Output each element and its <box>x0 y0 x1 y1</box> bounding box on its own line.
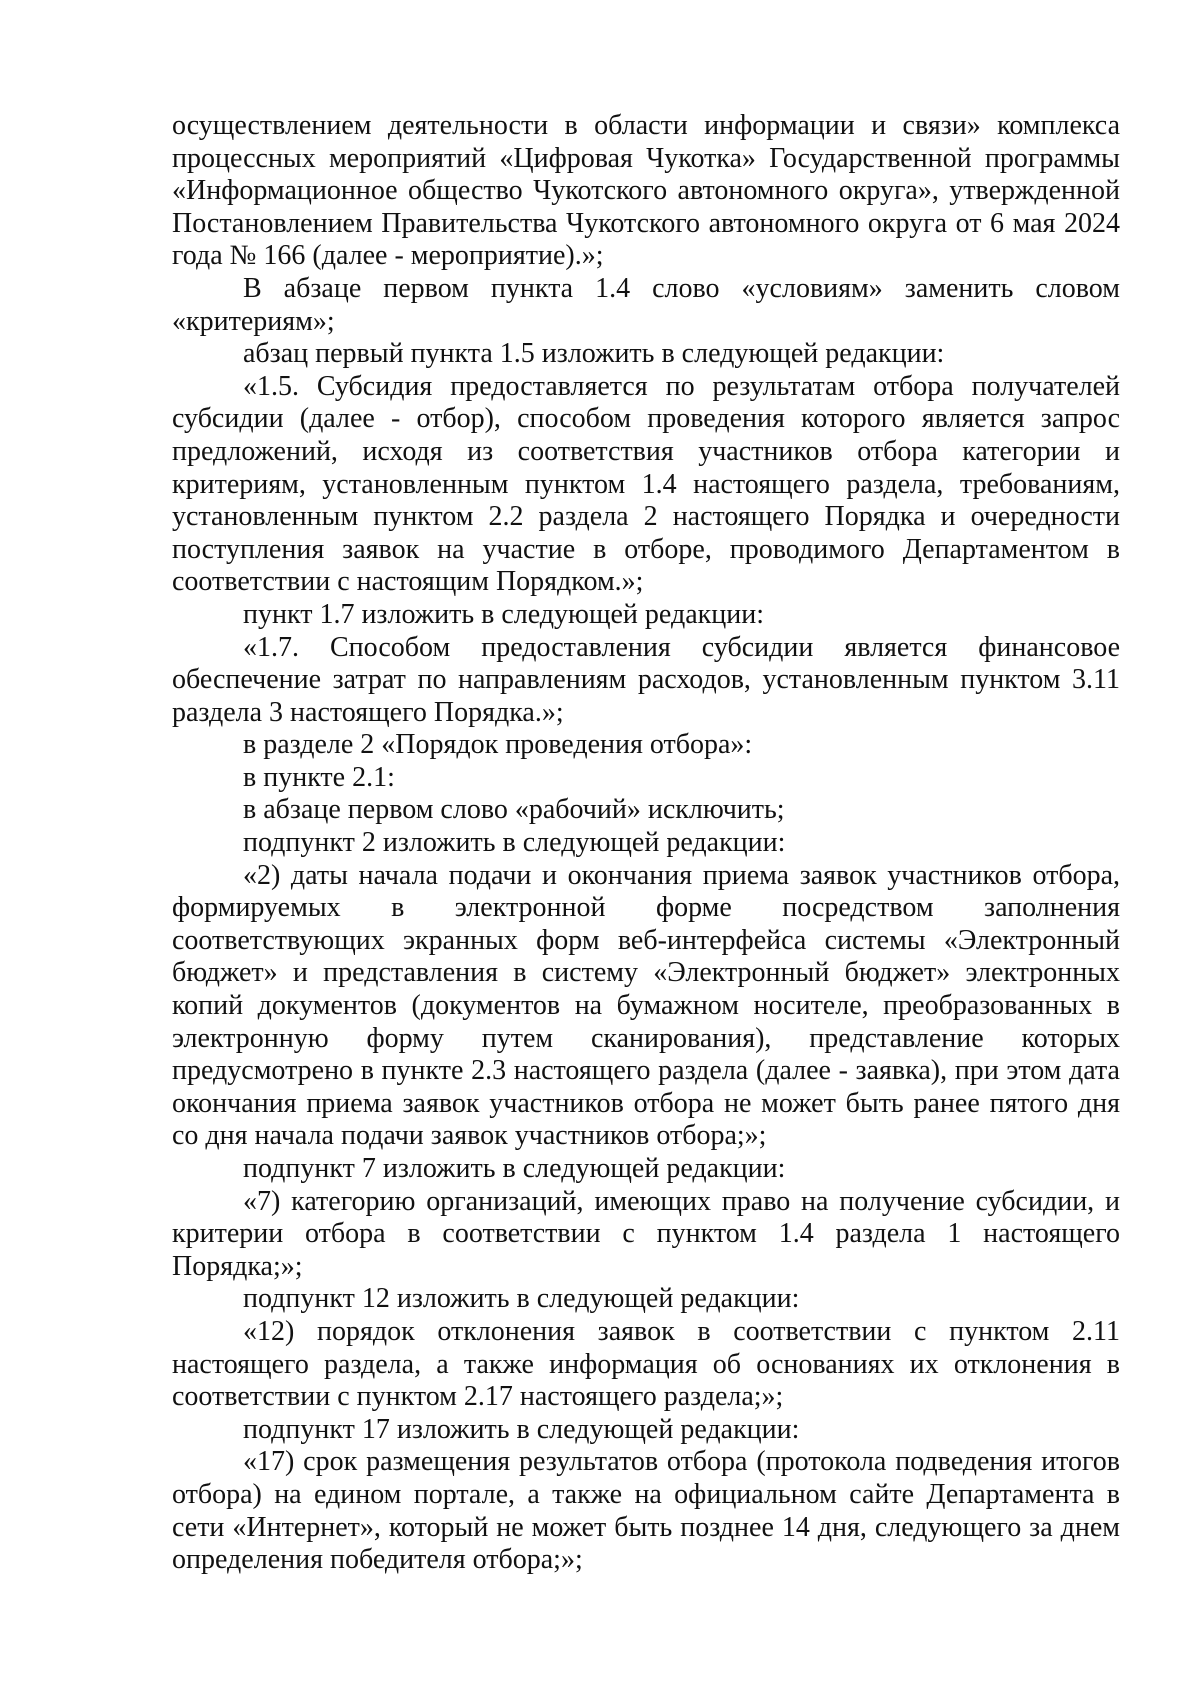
paragraph-8: в пункте 2.1: <box>243 761 395 793</box>
paragraph-7: в разделе 2 «Порядок проведения отбора»: <box>243 729 753 761</box>
paragraph-17: «17) срок размещения результатов отбора (протокола подведения итогов отбора) на едином портале, а также на официальном сайте Департамента в сети «Интернет», который не может быть позднее 14 дня, следующего за днем определения победителя отбора;»; <box>172 1446 1120 1576</box>
paragraph-6: «1.7. Способом предоставления субсидии является финансовое обеспечение затрат по направлениям расходов, установленным пунктом 3.11 раздела 3 настоящего Порядка.»; <box>172 631 1120 728</box>
paragraph-14: подпункт 12 изложить в следующей редакции: <box>243 1283 800 1315</box>
paragraph-5: пункт 1.7 изложить в следующей редакции: <box>243 598 764 630</box>
paragraph-1: осуществлением деятельности в области информации и связи» комплекса процессных мероприятий «Цифровая Чукотка» Государственной программы «Информационное общество Чукотского автономного округа», утвержденной Постановлением Правительства Чукотского автономного округа от 6 мая 2024 года № 166 (далее - мероприятие).»; <box>172 110 1120 272</box>
paragraph-13: «7) категорию организаций, имеющих право на получение субсидии, и критерии отбора в соответствии с пунктом 1.4 раздела 1 настоящего Порядка;»; <box>172 1185 1120 1282</box>
paragraph-11: «2) даты начала подачи и окончания приема заявок участников отбора, формируемых в электронной форме посредством заполнения соответствующих экранных форм веб-интерфейса системы «Электронный бюджет» и представления в систему «Электронный бюджет» электронных копий документов (документов на бумажном носителе, преобразованных в электронную форму путем сканирования), представление которых предусмотрено в пункте 2.3 настоящего раздела (далее - заявка), при этом дата окончания приема заявок участников отбора не может быть ранее пятого дня со дня начала подачи заявок участников отбора;»; <box>172 859 1120 1152</box>
paragraph-2: В абзаце первом пункта 1.4 слово «условиям» заменить словом «критериям»; <box>172 272 1120 337</box>
paragraph-15: «12) порядок отклонения заявок в соответствии с пунктом 2.11 настоящего раздела, а также информация об основаниях их отклонения в соответствии с пунктом 2.17 настоящего раздела;»; <box>172 1315 1120 1413</box>
paragraph-16: подпункт 17 изложить в следующей редакции: <box>243 1413 800 1445</box>
paragraph-3: абзац первый пункта 1.5 изложить в следующей редакции: <box>243 338 945 370</box>
paragraph-4: «1.5. Субсидия предоставляется по результатам отбора получателей субсидии (далее - отбор), способом проведения которого является запрос предложений, исходя из соответствия участников отбора категории и критериям, установленным пунктом 1.4 настоящего раздела, требованиям, установленным пунктом 2.2 раздела 2 настоящего Порядка и очередности поступления заявок на участие в отборе, проводимого Департаментом в соответствии с настоящим Порядком.»; <box>172 370 1120 598</box>
paragraph-10: подпункт 2 изложить в следующей редакции: <box>243 827 786 859</box>
document-page <box>172 110 1120 1577</box>
paragraph-9: в абзаце первом слово «рабочий» исключить; <box>243 794 785 826</box>
paragraph-12: подпункт 7 изложить в следующей редакции: <box>243 1153 786 1184</box>
